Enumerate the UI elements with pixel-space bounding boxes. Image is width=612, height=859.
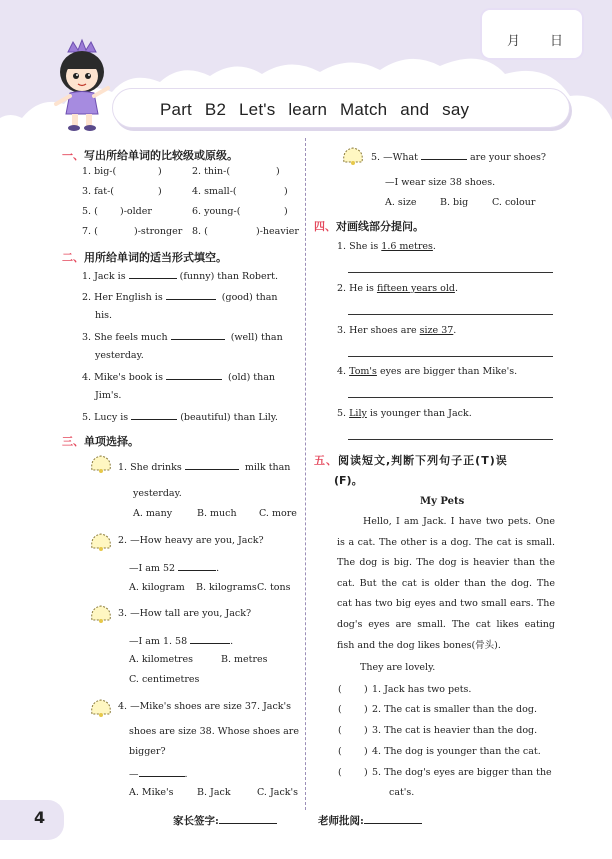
s1-close-4: ) <box>284 186 288 197</box>
judge-open-3: ( <box>338 725 342 736</box>
page-title: Part B2 Let's learn Match and say <box>160 100 470 119</box>
judge-close-3: ) <box>364 725 368 736</box>
s1-item-8: 8. ( <box>192 226 208 237</box>
judge-close-2: ) <box>364 704 368 715</box>
s3-q3: 3. —How tall are you, Jack? <box>118 608 252 619</box>
s3-q4-answer: — . <box>129 769 188 780</box>
s4-item-3: 3. Her shoes are size 37. <box>337 325 457 336</box>
judge-open-4: ( <box>338 746 342 757</box>
column-divider <box>305 138 306 810</box>
s3-q1-opt-a: A. many <box>133 508 173 519</box>
s3-q4-cont2: bigger? <box>129 746 166 757</box>
judgment-5: 5. The dog's eyes are bigger than the <box>372 767 552 778</box>
section4-title: 对画线部分提问。 <box>336 220 424 233</box>
judge-close-1: ) <box>364 684 368 695</box>
s4-answer-line-4[interactable] <box>348 397 553 398</box>
s3-q5-answer: —I wear size 38 shoes. <box>385 177 496 188</box>
s3-q2-opt-a: A. kilogram <box>129 582 185 593</box>
section5-heading-cont: (F)。 <box>334 474 363 487</box>
s3-q1-cont: yesterday. <box>133 488 182 499</box>
section5-number: 五、 <box>314 454 338 467</box>
s1-close-1: ) <box>158 166 162 177</box>
judgment-3: 3. The cat is heavier than the dog. <box>372 725 538 736</box>
s3-q5: 5. —What are your shoes? <box>371 152 546 163</box>
s2-item-2: 2. Her English is (good) than <box>82 292 278 303</box>
s3-q3-answer: —I am 1. 58 . <box>129 636 234 647</box>
teacher-review: 老师批阅: <box>318 813 422 828</box>
s3-q2-opt-c: C. tons <box>257 582 291 593</box>
s4-item-1: 1. She is 1.6 metres. <box>337 241 436 252</box>
s3-q4: 4. —Mike's shoes are size 37. Jack's <box>118 701 292 712</box>
section2-title: 用所给单词的适当形式填空。 <box>84 251 227 264</box>
s3-q3-opt-c: C. centimetres <box>129 674 200 685</box>
s3-q3-opt-b: B. metres <box>221 654 268 665</box>
s3-q5-opt-b: B. big <box>440 197 469 208</box>
judge-open-2: ( <box>338 704 342 715</box>
bell-icon <box>86 602 116 624</box>
section1-heading <box>62 147 238 163</box>
s4-answer-line-3[interactable] <box>348 356 553 357</box>
s2-item-3-cont: yesterday. <box>95 350 144 361</box>
s2-item-5: 5. Lucy is (beautiful) than Lily. <box>82 412 278 423</box>
page-number: 4 <box>34 808 46 827</box>
s4-item-5: 5. Lily is younger than Jack. <box>337 408 472 419</box>
s3-q4-cont1: shoes are size 38. Whose shoes are <box>129 726 299 737</box>
s2-item-4: 4. Mike's book is (old) than <box>82 372 276 383</box>
s3-q5-opt-a: A. size <box>385 197 417 208</box>
s1-item-5-word: )-older <box>120 206 152 217</box>
s1-item-3: 3. fat-( <box>82 186 114 197</box>
day-label: 日 <box>550 34 564 49</box>
s3-q3-opt-a: A. kilometres <box>129 654 193 665</box>
story-paragraph-1: Hello, I am Jack. I have two pets. One is a cat. The other is a dog. The cat is small. The dog is big. The dog is heavier than the cat. But the cat is older than the dog. The cat has two big eyes and two small ears. The dog's eyes are small. The cat likes eating fish and the dog likes bones(骨头). <box>337 516 555 651</box>
s3-q1-opt-b: B. much <box>197 508 237 519</box>
section5-title: 阅读短文,判断下列句子正(T)误 <box>338 454 508 467</box>
judge-close-4: ) <box>364 746 368 757</box>
girl-illustration <box>46 38 118 134</box>
date-tab <box>482 10 582 58</box>
s3-q4-opt-a: A. Mike's <box>129 787 174 798</box>
s3-q4-opt-c: C. Jack's <box>257 787 299 798</box>
judge-open-1: ( <box>338 684 342 695</box>
s1-item-2: 2. thin-( <box>192 166 231 177</box>
section3-title: 单项选择。 <box>84 435 139 448</box>
s1-item-1: 1. big-( <box>82 166 117 177</box>
s1-item-6: 6. young-( <box>192 206 241 217</box>
section4-heading <box>314 218 424 234</box>
s1-close-6: ) <box>284 206 288 217</box>
s3-q5-opt-c: C. colour <box>492 197 536 208</box>
bell-icon <box>86 530 116 552</box>
s3-q2-opt-b: B. kilograms <box>196 582 257 593</box>
s3-q2: 2. —How heavy are you, Jack? <box>118 535 264 546</box>
s1-item-5: 5. ( <box>82 206 98 217</box>
judgment-5-cont: cat's. <box>389 787 415 798</box>
bell-icon <box>86 452 116 474</box>
section5-heading <box>314 452 508 468</box>
s1-item-7: 7. ( <box>82 226 98 237</box>
s3-q4-opt-b: B. Jack <box>197 787 231 798</box>
judge-open-5: ( <box>338 767 342 778</box>
section1-number: 一、 <box>62 149 84 162</box>
s3-q1-opt-c: C. more <box>259 508 297 519</box>
s1-close-3: ) <box>158 186 162 197</box>
section1-title: 写出所给单词的比较级或原级。 <box>84 149 238 162</box>
s1-close-2: ) <box>276 166 280 177</box>
parent-signature: 家长签字: <box>173 813 277 828</box>
judgment-1: 1. Jack has two pets. <box>372 684 472 695</box>
section4-number: 四、 <box>314 220 336 233</box>
s4-item-2: 2. He is fifteen years old. <box>337 283 458 294</box>
month-label: 月 <box>507 34 521 49</box>
s2-item-2-cont: his. <box>95 310 113 321</box>
s4-item-4: 4. Tom's eyes are bigger than Mike's. <box>337 366 518 377</box>
section3-heading <box>62 433 139 449</box>
s2-item-4-cont: Jim's. <box>95 390 122 401</box>
story-title: My Pets <box>420 496 465 507</box>
story-paragraph-2: They are lovely. <box>360 662 436 673</box>
s3-q2-answer: —I am 52 . <box>129 563 220 574</box>
s4-answer-line-5[interactable] <box>348 439 553 440</box>
judge-close-5: ) <box>364 767 368 778</box>
bell-icon <box>338 144 368 166</box>
s4-answer-line-1[interactable] <box>348 272 553 273</box>
page-number-tab <box>0 800 64 840</box>
s1-item-8-word: )-heavier <box>256 226 299 237</box>
section2-number: 二、 <box>62 251 84 264</box>
judgment-2: 2. The cat is smaller than the dog. <box>372 704 537 715</box>
section3-number: 三、 <box>62 435 84 448</box>
s1-item-4: 4. small-( <box>192 186 237 197</box>
s1-item-7-word: )-stronger <box>134 226 183 237</box>
s2-item-1: 1. Jack is (funny) than Robert. <box>82 271 279 282</box>
s3-q1: 1. She drinks milk than <box>118 462 291 473</box>
bell-icon <box>86 696 116 718</box>
judgment-4: 4. The dog is younger than the cat. <box>372 746 541 757</box>
s2-item-3: 3. She feels much (well) than <box>82 332 283 343</box>
section2-heading <box>62 249 227 265</box>
s4-answer-line-2[interactable] <box>348 314 553 315</box>
